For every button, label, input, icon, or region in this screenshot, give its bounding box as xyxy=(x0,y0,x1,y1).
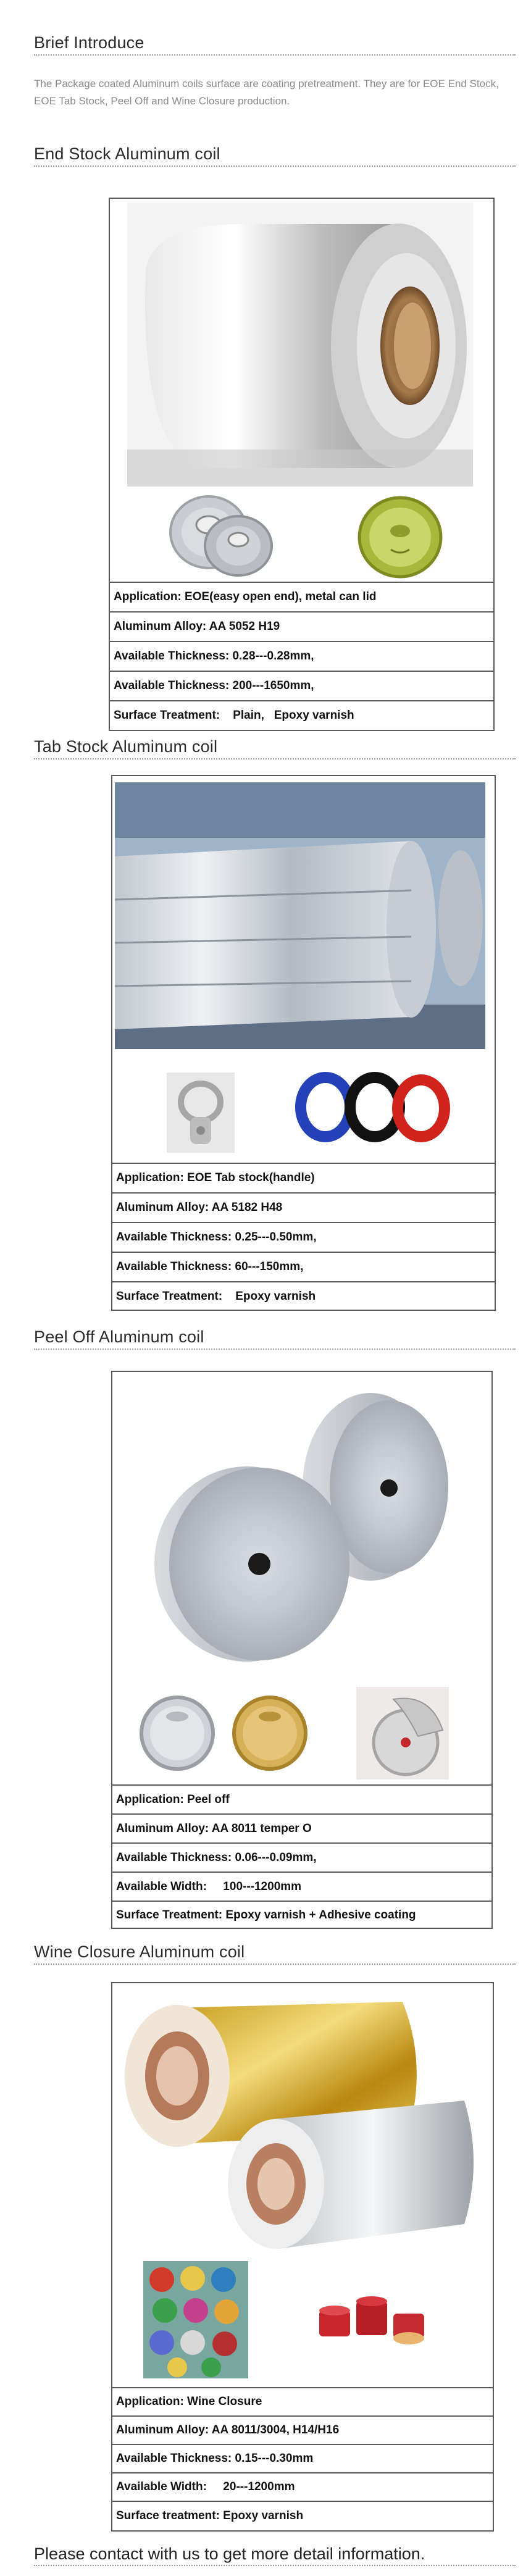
wine-caps-image xyxy=(313,2286,437,2354)
spec-row: Available Thickness: 0.06---0.09mm, xyxy=(112,1842,491,1871)
tab-stock-coil-image xyxy=(115,782,485,1049)
tab-stock-card xyxy=(111,775,496,1311)
section-title-peel-off: Peel Off Aluminum coil xyxy=(34,1326,516,1350)
spec-row: Available Thickness: 60---150mm, xyxy=(112,1252,495,1281)
spec-row: Application: Peel off xyxy=(112,1784,491,1813)
spec-row: Aluminum Alloy: AA 8011/3004, H14/H16 xyxy=(112,2415,493,2444)
gold-peel-lid-image xyxy=(230,1693,310,1773)
wine-closure-coil-image xyxy=(119,1989,489,2261)
silver-lid-image xyxy=(137,1693,217,1773)
end-stock-coil-image xyxy=(127,203,473,487)
spec-row: Surface Treatment: Epoxy varnish + Adhesive coating xyxy=(112,1901,491,1929)
tab-handle-image xyxy=(167,1073,235,1153)
gold-lid-image xyxy=(354,494,446,580)
peeled-lid-image xyxy=(356,1687,449,1779)
spec-row: Available Width: 100---1200mm xyxy=(112,1871,491,1901)
peel-off-card xyxy=(111,1371,493,1929)
spec-row: Available Thickness: 0.28---0.28mm, xyxy=(110,641,493,671)
spec-row: Application: Wine Closure xyxy=(112,2387,493,2415)
spec-row: Available Width: 20---1200mm xyxy=(112,2472,493,2501)
section-title-tab-stock: Tab Stock Aluminum coil xyxy=(34,736,516,759)
end-stock-card xyxy=(109,198,495,731)
spec-row: Application: EOE(easy open end), metal can lid xyxy=(110,582,493,611)
peel-off-coil-image xyxy=(130,1376,475,1666)
can-lid-image xyxy=(159,489,283,582)
spec-row: Available Thickness: 0.25---0.50mm, xyxy=(112,1222,495,1252)
spec-row: Aluminum Alloy: AA 5182 H48 xyxy=(112,1192,495,1222)
spec-row: Surface Treatment: Epoxy varnish xyxy=(112,1281,495,1311)
wine-closure-card xyxy=(111,1982,494,2532)
section-title-end-stock: End Stock Aluminum coil xyxy=(34,143,516,167)
spec-row: Available Thickness: 200---1650mm, xyxy=(110,671,493,700)
spec-row: Application: EOE Tab stock(handle) xyxy=(112,1163,495,1192)
spec-row: Available Thickness: 0.15---0.30mm xyxy=(112,2444,493,2472)
bottle-caps-image xyxy=(143,2261,248,2378)
intro-text: The Package coated Aluminum coils surface are coating pretreatment. They are for EOE End Stock, EOE Tab Stock, Peel Off and Wine Closure production. xyxy=(34,78,499,107)
spec-row: Aluminum Alloy: AA 5052 H19 xyxy=(110,611,493,641)
spec-row: Aluminum Alloy: AA 8011 temper O xyxy=(112,1813,491,1842)
colored-tabs-image xyxy=(291,1070,452,1150)
spec-row: Surface Treatment: Plain, Epoxy varnish xyxy=(110,700,493,730)
spec-row: Surface treatment: Epoxy varnish xyxy=(112,2501,493,2530)
contact-footer: Please contact with us to get more detail information. xyxy=(34,2543,516,2566)
section-title-wine-closure: Wine Closure Aluminum coil xyxy=(34,1941,516,1965)
intro-title: Brief Introduce xyxy=(34,32,516,56)
